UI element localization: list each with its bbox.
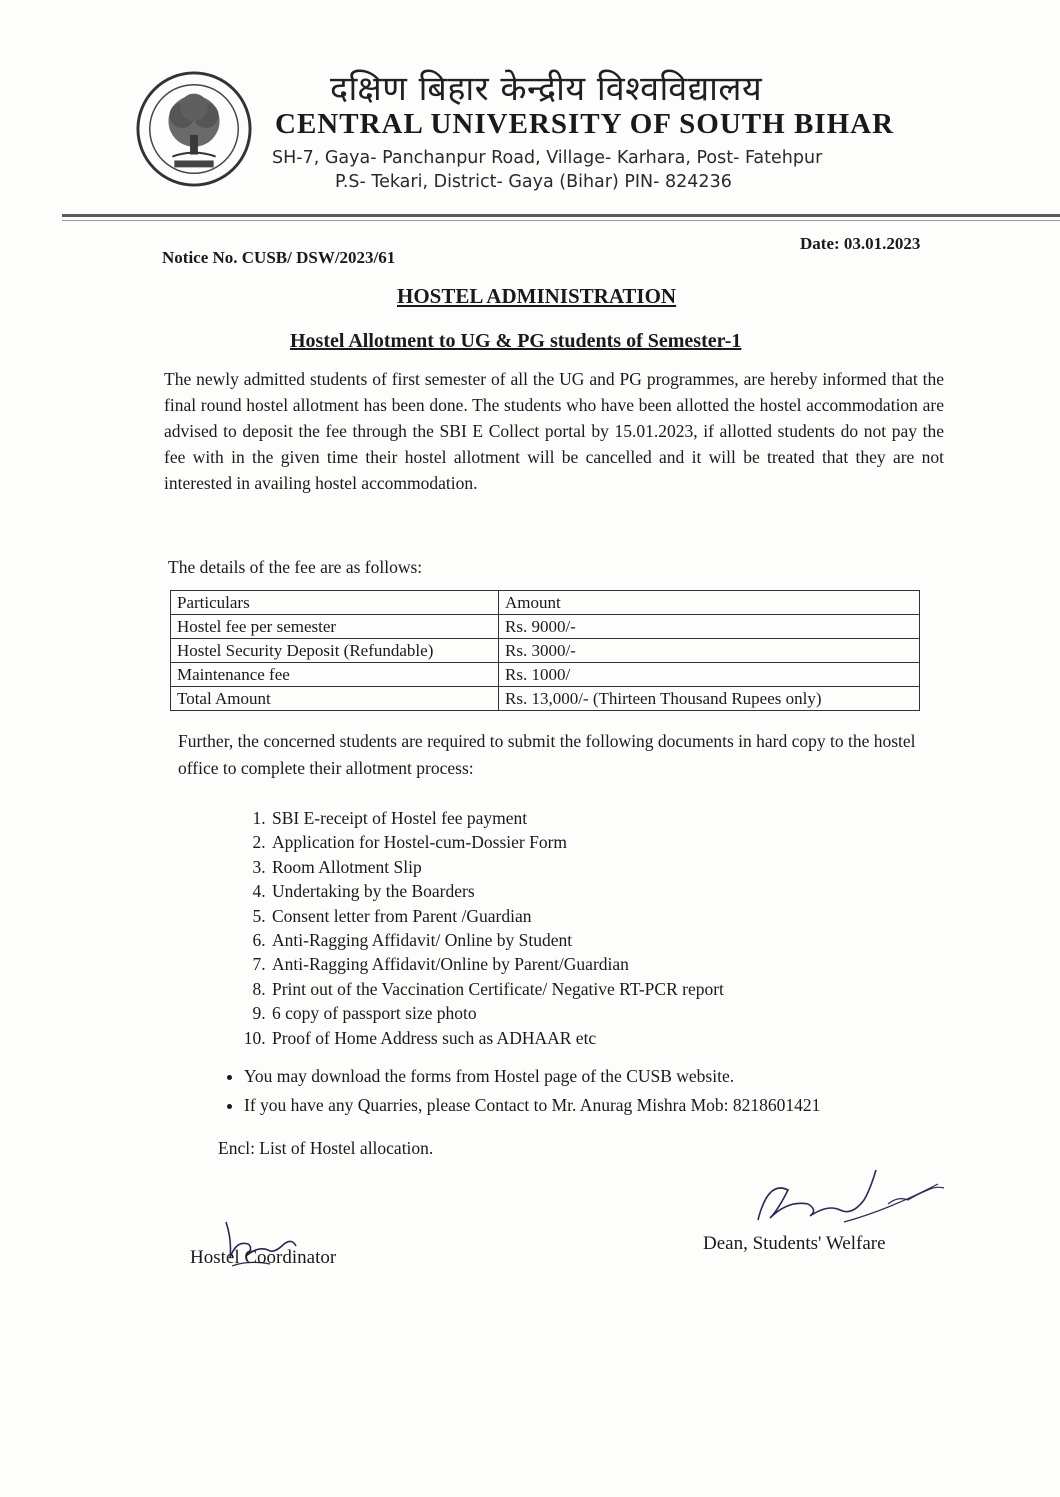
- table-cell: Maintenance fee: [171, 663, 499, 687]
- body-paragraph: The newly admitted students of first semester of all the UG and PG programmes, are hereby informed that the final round hostel allotment has been done. The students who have been allotted the hostel accommodation are advised to deposit the fee through the SBI E Collect portal by 15.01.2023, if allotted students do not pay the fee with in the given time their hostel allotment will be cancelled and it will be treated that they are not interested in availing hostel accommodation.: [164, 369, 944, 493]
- main-heading: HOSTEL ADMINISTRATION: [397, 284, 677, 308]
- address-line-1: SH-7, Gaya- Panchanpur Road, Village- Karhara, Post- Fatehpur: [272, 148, 823, 168]
- fee-intro: The details of the fee are as follows:: [168, 557, 423, 577]
- list-item: 2. Application for Hostel-cum-Dossier Form: [270, 830, 724, 854]
- table-header-cell: Particulars: [171, 591, 499, 615]
- fee-table: [170, 590, 920, 711]
- table-cell: Rs. 1000/: [499, 663, 920, 687]
- university-name-hindi: दक्षिण बिहार केन्द्रीय विश्वविद्यालय: [330, 69, 763, 109]
- list-item: 3. Room Allotment Slip: [270, 855, 724, 879]
- notice-date: Date: 03.01.2023: [800, 234, 921, 253]
- table-header-row: [171, 591, 920, 615]
- table-cell: Total Amount: [171, 687, 499, 711]
- table-cell: Rs. 3000/-: [499, 639, 920, 663]
- list-item: 4. Undertaking by the Boarders: [270, 879, 724, 903]
- table-row: [171, 687, 920, 711]
- address-line-2: P.S- Tekari, District- Gaya (Bihar) PIN- 824236: [335, 172, 732, 192]
- table-cell: Hostel Security Deposit (Refundable): [171, 639, 499, 663]
- header-divider: [62, 214, 1060, 217]
- notice-number: Notice No. CUSB/ DSW/2023/61: [162, 248, 396, 267]
- list-item: 1. SBI E-receipt of Hostel fee payment: [270, 806, 724, 830]
- enclosure-note: Encl: List of Hostel allocation.: [218, 1138, 434, 1158]
- list-item: 8. Print out of the Vaccination Certificate/ Negative RT-PCR report: [270, 977, 724, 1001]
- table-row: [171, 639, 920, 663]
- documents-intro: Further, the concerned students are required to submit the following documents in hard copy to the hostel office to complete their allotment process:: [178, 731, 916, 778]
- university-seal-logo: [135, 70, 253, 188]
- table-header-cell: Amount: [499, 591, 920, 615]
- table-cell: Rs. 13,000/- (Thirteen Thousand Rupees only): [499, 687, 920, 711]
- list-item: 5. Consent letter from Parent /Guardian: [270, 904, 724, 928]
- list-item: 10. Proof of Home Address such as ADHAAR etc: [270, 1026, 724, 1050]
- notes-list: [214, 1062, 820, 1120]
- dean-title: Dean, Students' Welfare: [703, 1233, 886, 1254]
- coordinator-signature: [188, 1210, 328, 1280]
- list-item: 7. Anti-Ragging Affidavit/Online by Parent/Guardian: [270, 952, 724, 976]
- university-name: CENTRAL UNIVERSITY OF SOUTH BIHAR: [275, 108, 895, 140]
- dean-signature: [748, 1160, 958, 1240]
- table-cell: Hostel fee per semester: [171, 615, 499, 639]
- sub-heading: Hostel Allotment to UG & PG students of Semester-1: [290, 330, 742, 352]
- table-cell: Rs. 9000/-: [499, 615, 920, 639]
- table-row: [171, 663, 920, 687]
- list-item: • You may download the forms from Hostel page of the CUSB website.: [244, 1062, 820, 1091]
- documents-list: [230, 806, 724, 1050]
- coordinator-title: Hostel Coordinator: [190, 1247, 337, 1268]
- list-item: • If you have any Quarries, please Contact to Mr. Anurag Mishra Mob: 8218601421: [244, 1091, 820, 1120]
- list-item: 9. 6 copy of passport size photo: [270, 1001, 724, 1025]
- header-divider-thin: [62, 220, 1060, 221]
- list-item: 6. Anti-Ragging Affidavit/ Online by Student: [270, 928, 724, 952]
- table-row: [171, 615, 920, 639]
